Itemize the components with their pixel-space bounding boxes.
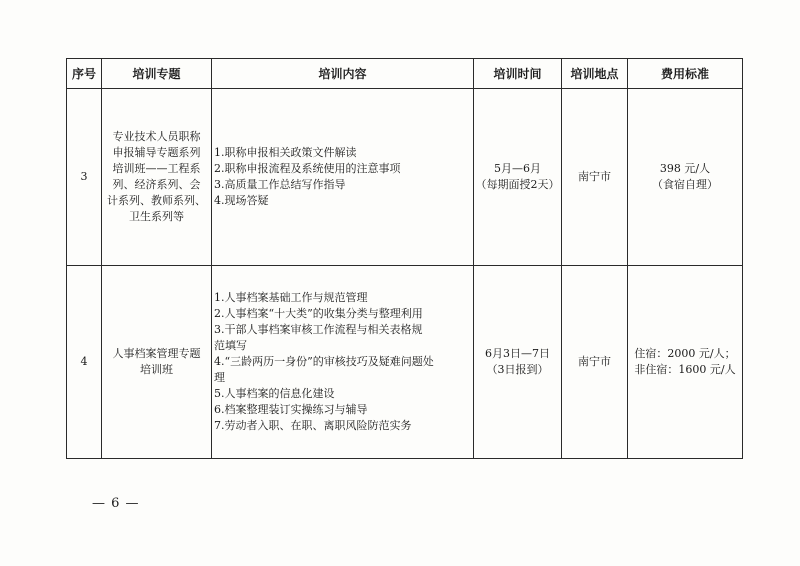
content-line: 4.“三龄两历一身份”的审核技巧及疑难问题处: [214, 355, 434, 368]
row-time: [474, 266, 562, 459]
header-no: 序号: [67, 59, 102, 89]
table-row: [67, 266, 743, 459]
time-line: 6月3日—7日: [485, 347, 550, 360]
content-line: 范填写: [214, 339, 247, 352]
time-line: 5月—6月: [494, 162, 541, 175]
topic-line: 培训班——工程系: [112, 162, 201, 175]
row-fee: [628, 89, 743, 266]
row-number: 4: [67, 266, 102, 459]
row-place: 南宁市: [562, 266, 628, 459]
content-line: 理: [214, 371, 225, 384]
header-content: 培训内容: [212, 59, 474, 89]
header-place: 培训地点: [562, 59, 628, 89]
row-number: 3: [67, 89, 102, 266]
content-line: 3.干部人事档案审核工作流程与相关表格规: [214, 323, 423, 336]
content-line: 6.档案整理装订实操练习与辅导: [214, 403, 368, 416]
topic-line: 申报辅导专题系列: [112, 146, 201, 159]
topic-line: 人事档案管理专题: [112, 347, 201, 360]
topic-line: 培训班: [140, 363, 173, 376]
row-content: [212, 266, 474, 459]
row-place: 南宁市: [562, 89, 628, 266]
header-fee: 费用标准: [628, 59, 743, 89]
training-table: [66, 58, 743, 459]
table-row: [67, 89, 743, 266]
row-content: [212, 89, 474, 266]
content-line: 5.人事档案的信息化建设: [214, 387, 335, 400]
topic-line: 计系列、教师系列、: [107, 194, 206, 207]
time-line: （每期面授2天）: [475, 178, 560, 191]
page-number: — 6 —: [92, 496, 140, 511]
content-line: 1.职称申报相关政策文件解读: [214, 146, 357, 159]
content-line: 2.职称申报流程及系统使用的注意事项: [214, 162, 401, 175]
content-line: 7.劳动者入职、在职、离职风险防范实务: [214, 419, 412, 432]
time-line: （3日报到）: [486, 363, 549, 376]
fee-line: 住宿：2000 元/人；: [634, 347, 736, 360]
fee-line: （食宿自理）: [652, 178, 718, 191]
row-topic: [102, 89, 212, 266]
row-time: [474, 89, 562, 266]
fee-line: 398 元/人: [659, 162, 711, 175]
content-line: 4.现场答疑: [214, 194, 269, 207]
topic-line: 列、经济系列、会: [112, 178, 201, 191]
header-topic: 培训专题: [102, 59, 212, 89]
row-fee: [628, 266, 743, 459]
row-topic: [102, 266, 212, 459]
topic-line: 专业技术人员职称: [112, 130, 201, 143]
topic-line: 卫生系列等: [129, 210, 184, 223]
content-line: 3.高质量工作总结写作指导: [214, 178, 346, 191]
content-line: 1.人事档案基础工作与规范管理: [214, 291, 368, 304]
fee-line: 非住宿：1600 元/人: [634, 363, 736, 376]
header-time: 培训时间: [474, 59, 562, 89]
table-header-row: [67, 59, 743, 89]
content-line: 2.人事档案“十大类”的收集分类与整理利用: [214, 307, 423, 320]
